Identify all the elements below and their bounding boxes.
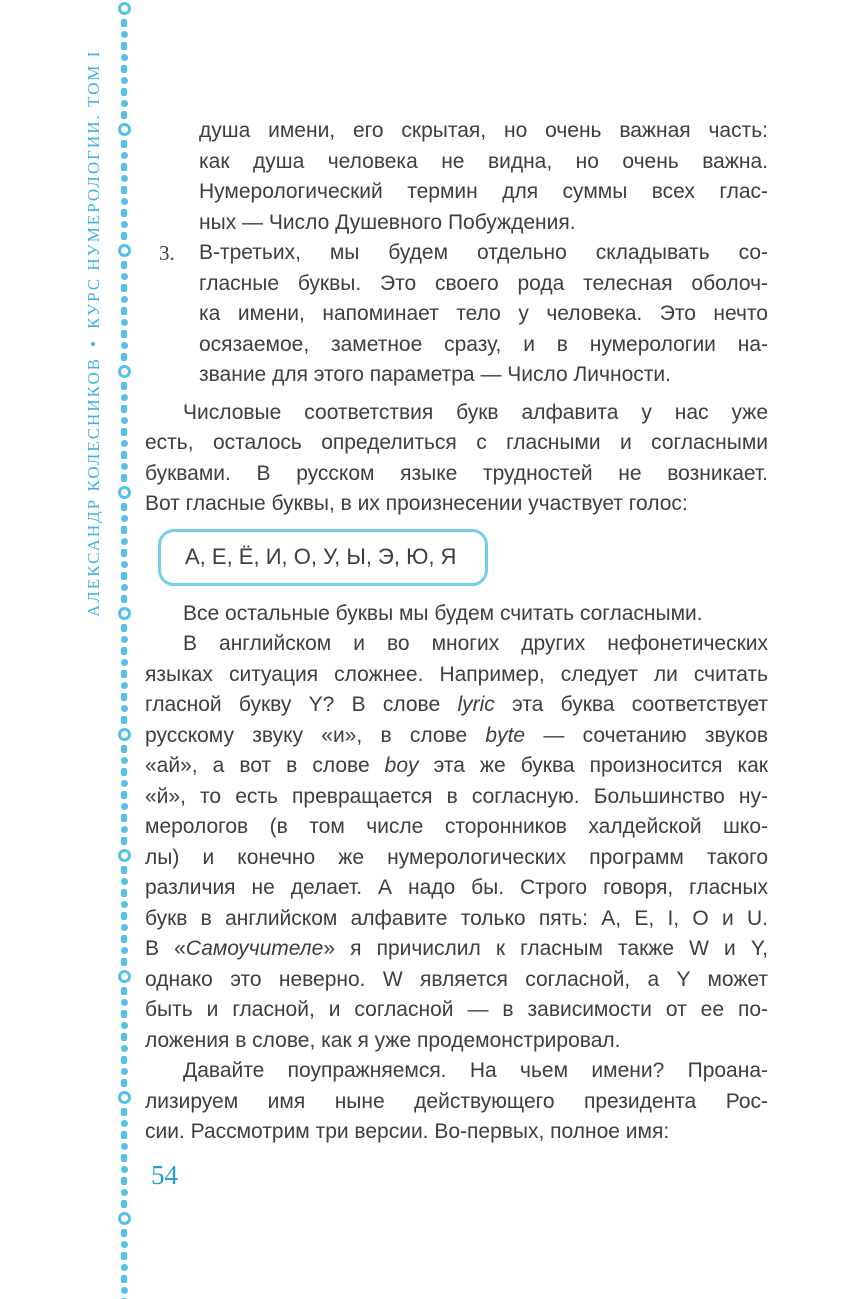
ornament-dot	[121, 757, 128, 764]
ornament-dash	[121, 503, 127, 511]
ornament-dot	[121, 901, 128, 908]
ornament-ring	[118, 970, 131, 983]
ornament-ring	[118, 486, 131, 499]
ornament-dash	[121, 330, 127, 338]
ornament-dash	[121, 987, 127, 995]
ornament-dot	[121, 1189, 128, 1196]
paragraph	[145, 629, 768, 1056]
ornament-dash	[121, 1010, 127, 1018]
ornament-dot	[121, 198, 128, 205]
ornament-dot	[121, 319, 128, 326]
text-line: буквами. В русском языке трудностей не возникает.	[145, 461, 768, 485]
text-line: как душа человека не видна, но очень важна.	[199, 149, 768, 173]
ornament-dash	[121, 428, 127, 436]
paragraph	[145, 599, 768, 630]
ornament-dot	[121, 463, 128, 470]
ornament-dash	[121, 65, 127, 73]
ornament-dash	[121, 889, 127, 897]
text-line: букв в английском алфавите только пять: A, E, I, O и U.	[145, 906, 768, 930]
ornament-dot	[121, 1143, 128, 1150]
text-line: ка имени, напоминает тело у человека. Это нечто	[199, 302, 768, 325]
ornament-dash	[121, 1108, 127, 1116]
ornament-dot	[121, 659, 128, 666]
ornament-dot	[121, 538, 128, 545]
ornament-dash	[121, 261, 127, 269]
ornament-dash	[121, 1056, 127, 1064]
ornament-dot	[121, 584, 128, 591]
ornament-dot	[121, 296, 128, 303]
ornament-dash	[121, 19, 127, 27]
ornament-ring	[118, 1091, 131, 1104]
ornament-dash	[121, 670, 127, 678]
ornament-dot	[121, 417, 128, 424]
ornament-ring	[118, 123, 131, 136]
list-item	[145, 238, 768, 391]
text-line: Все остальные буквы мы будем считать согласными.	[183, 601, 703, 625]
ornament-dash	[121, 307, 127, 315]
text-line: звание для этого параметра — Число Личности.	[199, 363, 671, 386]
ornament-dot	[121, 1068, 128, 1075]
ornament-ring	[118, 2, 131, 15]
ornament-dot	[121, 826, 128, 833]
ornament-dot	[121, 947, 128, 954]
paragraph	[145, 1056, 768, 1148]
ornament-dash	[121, 42, 127, 50]
ornament-dash	[121, 1131, 127, 1139]
ornament-dot	[121, 1120, 128, 1127]
text-line: ложения в слове, как я уже продемонстрировал.	[145, 1028, 621, 1052]
ornament-dash	[121, 745, 127, 753]
text-line: душа имени, его скрытая, но очень важная часть:	[199, 119, 768, 142]
running-head-separator: •	[84, 338, 103, 347]
ornament-dot	[121, 440, 128, 447]
running-head	[84, 50, 104, 617]
ornament-dash	[121, 958, 127, 966]
vowel-letters-box: А, Е, Ё, И, О, У, Ы, Э, Ю, Я	[158, 529, 488, 586]
ornament-dot	[121, 175, 128, 182]
running-head-author: АЛЕКСАНДР КОЛЕСНИКОВ	[84, 356, 103, 617]
text-line: В английском и во многих других нефонетических	[183, 632, 768, 655]
ornament-dot	[121, 100, 128, 107]
text-line: В-третьих, мы будем отдельно складывать со-	[199, 241, 768, 264]
text-line: есть, осталось определиться с гласными и согласными	[145, 431, 768, 454]
ornament-dash	[121, 647, 127, 655]
ornament-dot	[121, 1241, 128, 1248]
ornament-dot	[121, 780, 128, 787]
ornament-dash	[121, 866, 127, 874]
page-body	[145, 116, 768, 1148]
text-line: гласные буквы. Это своего рода телесная оболоч-	[199, 271, 768, 295]
page-number: 54	[151, 1160, 178, 1190]
ornament-dash	[121, 88, 127, 96]
ornament-dash	[121, 572, 127, 580]
ornament-dot	[121, 1264, 128, 1271]
text-line: «ай», а вот в слове boy эта же буква произносится как	[145, 754, 768, 777]
ornament-dot	[121, 705, 128, 712]
ornament-dot	[121, 54, 128, 61]
ornament-dash	[121, 1033, 127, 1041]
running-head-series: КУРС НУМЕРОЛОГИИ. ТОМ I	[84, 49, 103, 329]
ornament-dot	[121, 636, 128, 643]
text-line: Нумерологический термин для суммы всех глас-	[199, 180, 768, 203]
text-line: различия не делает. А надо бы. Строго говоря, гласных	[145, 876, 768, 899]
ornament-dot	[121, 221, 128, 228]
ornament-dash	[121, 353, 127, 361]
ornament-dash	[121, 232, 127, 240]
paragraph	[145, 398, 768, 520]
ornament-ring	[118, 728, 131, 741]
text-line: ных — Число Душевного Побуждения.	[199, 210, 576, 234]
ornament-dash	[121, 935, 127, 943]
ornament-dash	[121, 912, 127, 920]
ornament-dash	[121, 693, 127, 701]
ornament-dot	[121, 1022, 128, 1029]
ornament-border	[114, 0, 134, 1299]
ornament-dot	[121, 152, 128, 159]
ornament-dash	[121, 837, 127, 845]
ornament-dot	[121, 1166, 128, 1173]
ornament-dot	[121, 31, 128, 38]
ornament-dot	[121, 561, 128, 568]
ornament-dot	[121, 924, 128, 931]
text-line: однако это неверно. W является согласной, а Y может	[145, 967, 768, 991]
ornament-dash	[121, 451, 127, 459]
ornament-dot	[121, 878, 128, 885]
ornament-dash	[121, 526, 127, 534]
ornament-dash	[121, 716, 127, 724]
ornament-dash	[121, 186, 127, 194]
ornament-dot	[121, 515, 128, 522]
ornament-dash	[121, 140, 127, 148]
ornament-dot	[121, 803, 128, 810]
ornament-dash	[121, 209, 127, 217]
ornament-dot	[121, 273, 128, 280]
ornament-dot	[121, 394, 128, 401]
ornament-ring	[118, 244, 131, 257]
ornament-dash	[121, 1275, 127, 1283]
text-line: Числовые соответствия букв алфавита у нас уже	[183, 400, 768, 424]
ornament-dash	[121, 1229, 127, 1237]
list-item-marker: 3.	[159, 241, 175, 265]
ornament-ring	[118, 1212, 131, 1225]
ornament-dash	[121, 1252, 127, 1260]
ornament-dash	[121, 382, 127, 390]
text-line: русскому звуку «и», в слове byte — сочетанию звуков	[145, 723, 768, 747]
text-line: лизируем имя ныне действующего президента Рос-	[145, 1089, 768, 1113]
text-line: лы) и конечно же нумерологических программ такого	[145, 845, 768, 869]
ornament-dash	[121, 1177, 127, 1185]
text-line: языках ситуация сложнее. Например, следует ли считать	[145, 662, 768, 686]
ornament-dot	[121, 682, 128, 689]
ornament-dash	[121, 1200, 127, 1208]
ornament-dash	[121, 405, 127, 413]
text-line: «й», то есть превращается в согласную. Большинство ну-	[145, 784, 768, 808]
ornament-dot	[121, 77, 128, 84]
ornament-dash	[121, 549, 127, 557]
text-line: сии. Рассмотрим три версии. Во-первых, полное имя:	[145, 1120, 670, 1143]
ornament-dash	[121, 163, 127, 171]
text-line: осязаемое, заметное сразу, и в нумерологии на-	[199, 332, 768, 356]
text-line: мерологов (в том числе сторонников халдейской шко-	[145, 815, 768, 838]
paragraph	[145, 116, 768, 238]
text-line: гласной букву Y? В слове lyric эта буква соответствует	[145, 693, 768, 716]
ornament-ring	[118, 607, 131, 620]
ornament-dash	[121, 814, 127, 822]
ornament-dash	[121, 1154, 127, 1162]
ornament-dash	[121, 624, 127, 632]
text-line: Вот гласные буквы, в их произнесении участвует голос:	[145, 492, 688, 515]
ornament-dot	[121, 999, 128, 1006]
text-line: В «Самоучителе» я причислил к гласным также W и Y,	[145, 937, 768, 960]
ornament-dash	[121, 474, 127, 482]
ornament-dot	[121, 1045, 128, 1052]
ornament-dash	[121, 791, 127, 799]
text-line: Давайте поупражняемся. На чьем имени? Проана-	[183, 1059, 768, 1082]
ornament-ring	[118, 365, 131, 378]
ornament-dot	[121, 342, 128, 349]
ornament-dash	[121, 595, 127, 603]
ornament-dash	[121, 284, 127, 292]
ornament-dash	[121, 768, 127, 776]
ornament-ring	[118, 849, 131, 862]
text-line: быть и гласной, и согласной — в зависимости от ее по-	[145, 998, 768, 1021]
ornament-dash	[121, 1079, 127, 1087]
ornament-dot	[121, 1287, 128, 1294]
ornament-dash	[121, 111, 127, 119]
